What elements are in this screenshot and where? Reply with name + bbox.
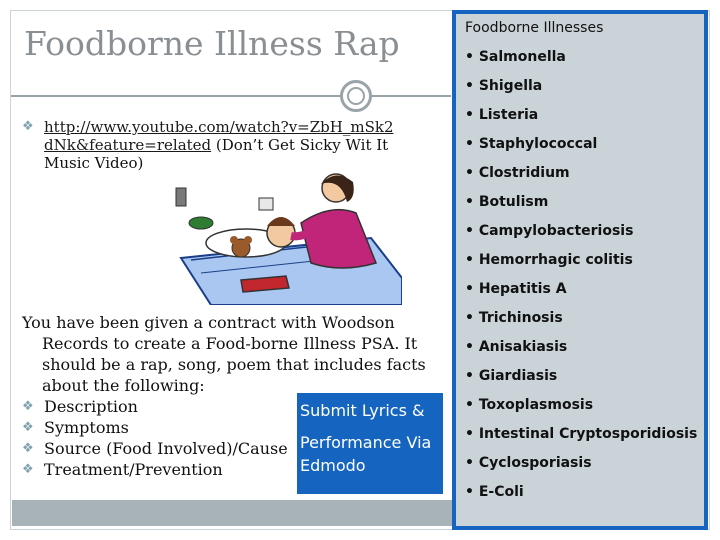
list-item: • Hemorrhagic colitis bbox=[465, 252, 633, 268]
bullet-icon: ❖ bbox=[22, 119, 34, 134]
list-item: • Campylobacteriosis bbox=[465, 223, 634, 239]
list-item: • Clostridium bbox=[465, 165, 570, 181]
title-divider bbox=[11, 95, 451, 97]
list-item: • E-Coli bbox=[465, 484, 524, 500]
list-item-label: Description bbox=[44, 397, 138, 416]
list-item: • Anisakiasis bbox=[465, 339, 568, 355]
slide-title: Foodborne Illness Rap bbox=[24, 24, 400, 63]
bullet-icon: ❖ bbox=[22, 399, 34, 414]
list-item: • Staphylococcal bbox=[465, 136, 598, 152]
assignment-intro-line4: about the following: bbox=[42, 376, 205, 395]
list-item: • Cyclosporiasis bbox=[465, 455, 592, 471]
list-item: • Hepatitis A bbox=[465, 281, 567, 297]
mother-and-child-illustration bbox=[171, 168, 402, 305]
assignment-intro-line1: You have been given a contract with Woodson bbox=[22, 313, 395, 332]
bullet-icon: ❖ bbox=[22, 462, 34, 477]
assignment-intro-line2: Records to create a Food-borne Illness PSA. It bbox=[42, 334, 418, 353]
callout-line3: Edmodo bbox=[300, 456, 366, 475]
callout-line2: Performance Via bbox=[300, 433, 432, 452]
list-item-label: Source (Food Involved)/Cause bbox=[44, 439, 288, 458]
panel-title: Foodborne Illnesses bbox=[465, 20, 604, 36]
youtube-link-line2: dNk&feature=related bbox=[44, 136, 212, 154]
list-item: • Salmonella bbox=[465, 49, 566, 65]
bullet-icon: ❖ bbox=[22, 420, 34, 435]
link-description-part1: (Don’t Get Sicky Wit It bbox=[211, 136, 389, 154]
youtube-link-line1: http://www.youtube.com/watch?v=ZbH_mSk2 bbox=[44, 118, 394, 136]
illness-list-panel bbox=[452, 10, 708, 530]
assignment-intro-line3: should be a rap, song, poem that includes facts bbox=[42, 355, 426, 374]
list-item: • Intestinal Cryptosporidiosis bbox=[465, 426, 698, 442]
list-item: • Giardiasis bbox=[465, 368, 558, 384]
list-item: • Shigella bbox=[465, 78, 543, 94]
callout-line1: Submit Lyrics & bbox=[300, 401, 425, 420]
list-item-label: Symptoms bbox=[44, 418, 129, 437]
divider-ring-ornament bbox=[340, 80, 372, 112]
bullet-icon: ❖ bbox=[22, 441, 34, 456]
list-item: • Toxoplasmosis bbox=[465, 397, 594, 413]
list-item: • Botulism bbox=[465, 194, 549, 210]
list-item: • Listeria bbox=[465, 107, 539, 123]
link-description-part2: Music Video) bbox=[44, 154, 144, 172]
list-item-label: Treatment/Prevention bbox=[44, 460, 223, 479]
list-item: • Trichinosis bbox=[465, 310, 563, 326]
